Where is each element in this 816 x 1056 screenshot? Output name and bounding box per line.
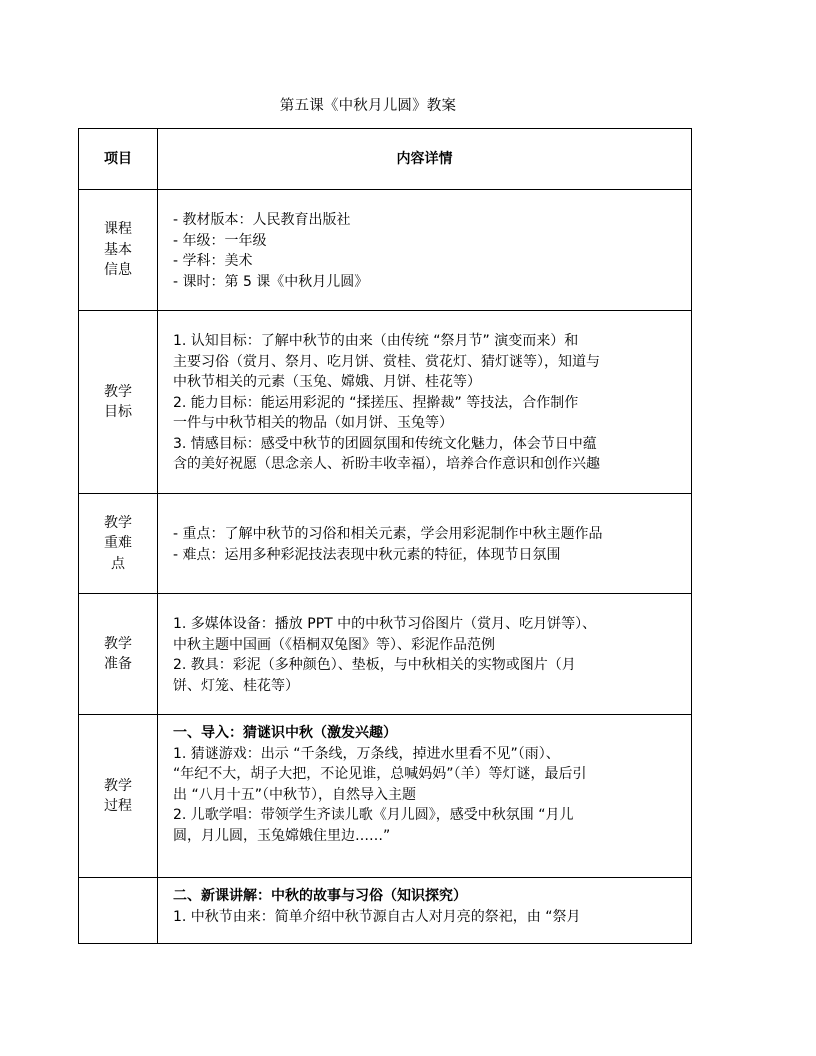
label-line: 目标	[104, 404, 132, 420]
document-title: 第五课《中秋月儿圆》教案	[279, 98, 457, 114]
label-line: 课程	[104, 221, 132, 238]
content-line: 1. 猜谜游戏：出示 “千条线，万条线，掉进水里看不见”（雨）、	[173, 745, 560, 762]
label-line: 准备	[104, 656, 132, 672]
content-line: 出 “八月十五”（中秋节），自然导入主题	[173, 786, 416, 803]
row-label	[79, 594, 158, 715]
row-content	[158, 715, 692, 878]
row-basic-info	[79, 190, 692, 311]
table-header-row	[79, 129, 692, 190]
row-process	[79, 715, 692, 878]
content-line: 圆，月儿圆，玉兔嫦娥住里边……”	[173, 827, 391, 844]
content-line: 2. 能力目标：能运用彩泥的 “揉搓压、捏擀裁” 等技法，合作制作	[173, 394, 579, 411]
content-line: - 重点：了解中秋节的习俗和相关元素，学会用彩泥制作中秋主题作品	[173, 526, 603, 542]
content-line: 饼、灯笼、桂花等）	[173, 677, 299, 694]
row-label-empty	[79, 878, 158, 944]
content-line: 2. 儿歌学唱：带领学生齐读儿歌《月儿圆》，感受中秋氛围 “月儿	[173, 807, 574, 823]
row-content	[158, 311, 692, 494]
label-line: 教学	[104, 383, 132, 400]
row-content	[158, 494, 692, 594]
content-line: - 难点：运用多种彩泥技法表现中秋元素的特征，体现节日氛围	[173, 546, 561, 563]
label-line: 教学	[104, 635, 132, 652]
row-content	[158, 190, 692, 311]
label-line: 重难	[104, 535, 132, 552]
lesson-plan-table	[78, 128, 692, 944]
content-line: 1. 多媒体设备：播放 PPT 中的中秋节习俗图片（赏月、吃月饼等）、	[173, 616, 597, 632]
row-preparation	[79, 594, 692, 715]
content-line: 主要习俗（赏月、祭月、吃月饼、赏桂、赏花灯、猜灯谜等），知道与	[173, 353, 600, 370]
label-line: 教学	[104, 777, 132, 794]
section-heading: 二、新课讲解：中秋的故事与习俗（知识探究）	[173, 888, 467, 904]
row-content	[158, 594, 692, 715]
row-key-points	[79, 494, 692, 594]
row-content	[158, 878, 692, 944]
content-line: 2. 教具：彩泥（多种颜色）、垫板，与中秋相关的实物或图片（月	[173, 657, 576, 673]
header-item: 项目	[79, 129, 158, 190]
content-line: 中秋主题中国画（《梧桐双兔图》等）、彩泥作品范例	[173, 636, 495, 653]
content-line: - 课时：第 5 课《中秋月儿圆》	[173, 273, 369, 290]
content-line: - 学科：美术	[173, 253, 253, 269]
label-line: 点	[111, 555, 125, 572]
content-line: “年纪不大，胡子大把，不论见谁，总喊妈妈”（羊）等灯谜，最后引	[173, 766, 587, 782]
content-line: - 教材版本：人民教育出版社	[173, 212, 351, 228]
row-objectives	[79, 311, 692, 494]
content-line: 含的美好祝愿（思念亲人、祈盼丰收幸福），培养合作意识和创作兴趣	[173, 456, 600, 473]
content-line: 一件与中秋节相关的物品（如月饼、玉兔等）	[173, 415, 453, 432]
label-line: 过程	[104, 798, 132, 814]
content-line: 3. 情感目标：感受中秋节的团圆氛围和传统文化魅力，体会节日中蕴	[173, 435, 597, 452]
content-line: 1. 中秋节由来：简单介绍中秋节源自古人对月亮的祭祀，由 “祭月	[173, 908, 581, 925]
label-line: 基本	[104, 241, 132, 258]
row-label	[79, 311, 158, 494]
section-heading: 一、导入：猜谜识中秋（激发兴趣）	[173, 725, 397, 741]
content-line: 中秋节相关的元素（玉兔、嫦娥、月饼、桂花等）	[173, 374, 481, 391]
content-line: - 年级：一年级	[173, 232, 267, 249]
header-content: 内容详情	[158, 129, 692, 190]
row-process-continued	[79, 878, 692, 944]
row-label	[79, 715, 158, 878]
content-line: 1. 认知目标：了解中秋节的由来（由传统 “祭月节” 演变而来）和	[173, 333, 579, 350]
label-line: 信息	[104, 262, 132, 279]
row-label	[79, 494, 158, 594]
label-line: 教学	[104, 514, 132, 531]
row-label	[79, 190, 158, 311]
